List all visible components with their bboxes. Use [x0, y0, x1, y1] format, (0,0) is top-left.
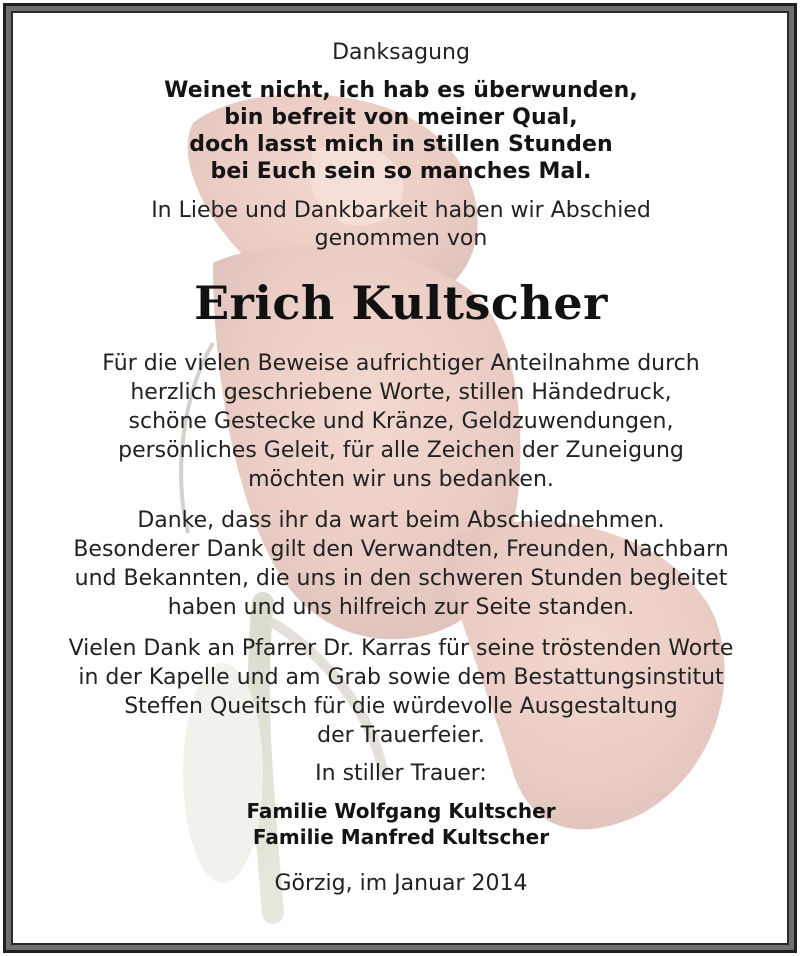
family-name: Familie Manfred Kultscher	[252, 825, 550, 849]
mourners	[13, 798, 789, 850]
poem-line: bei Euch sein so manches Mal.	[210, 159, 592, 184]
thanks-paragraph-3	[13, 634, 789, 750]
poem-line: Weinet nicht, ich hab es überwunden,	[164, 78, 638, 103]
notice-heading	[13, 39, 789, 67]
paragraph-line: Danke, dass ihr da wart beim Abschiednehmen.	[137, 508, 665, 533]
outer-frame	[3, 3, 797, 953]
place-date	[13, 870, 789, 898]
paragraph-line: haben und uns hilfreich zur Seite standen.	[167, 595, 635, 620]
notice-panel	[11, 11, 789, 945]
deceased-name-text: Erich Kultscher	[194, 276, 608, 330]
paragraph-line: Vielen Dank an Pfarrer Dr. Karras für seine tröstenden Worte	[68, 636, 734, 661]
paragraph-line: Steffen Queitsch für die würdevolle Ausgestaltung	[124, 694, 678, 719]
paragraph-line: Besonderer Dank gilt den Verwandten, Freunden, Nachbarn	[73, 537, 729, 562]
paragraph-line: herzlich geschriebene Worte, stillen Händedruck,	[130, 380, 672, 405]
notice-text	[13, 13, 789, 898]
closing-text: In stiller Trauer:	[315, 761, 487, 786]
paragraph-line: möchten wir uns bedanken.	[248, 467, 554, 492]
paragraph-line: und Bekannten, die uns in den schweren Stunden begleitet	[74, 566, 728, 591]
closing-phrase	[13, 760, 789, 788]
poem-line: bin befreit von meiner Qual,	[224, 105, 578, 130]
paragraph-line: Für die vielen Beweise aufrichtiger Anteilnahme durch	[102, 351, 700, 376]
paragraph-line: persönliches Geleit, für alle Zeichen der Zuneigung	[118, 438, 684, 463]
deceased-name	[13, 273, 789, 333]
place-date-text: Görzig, im Januar 2014	[274, 871, 528, 896]
paragraph-line: der Trauerfeier.	[317, 723, 485, 748]
thanks-paragraph-2	[13, 506, 789, 622]
poem	[13, 77, 789, 185]
family-name: Familie Wolfgang Kultscher	[246, 799, 556, 823]
intro	[13, 197, 789, 253]
thanks-paragraph-1	[13, 349, 789, 494]
heading-text: Danksagung	[332, 40, 470, 65]
intro-line: genommen von	[314, 226, 488, 251]
intro-line: In Liebe und Dankbarkeit haben wir Abschied	[151, 198, 651, 223]
paragraph-line: schöne Gestecke und Kränze, Geldzuwendungen,	[128, 409, 674, 434]
poem-line: doch lasst mich in stillen Stunden	[189, 132, 613, 157]
paragraph-line: in der Kapelle und am Grab sowie dem Bestattungsinstitut	[78, 665, 724, 690]
